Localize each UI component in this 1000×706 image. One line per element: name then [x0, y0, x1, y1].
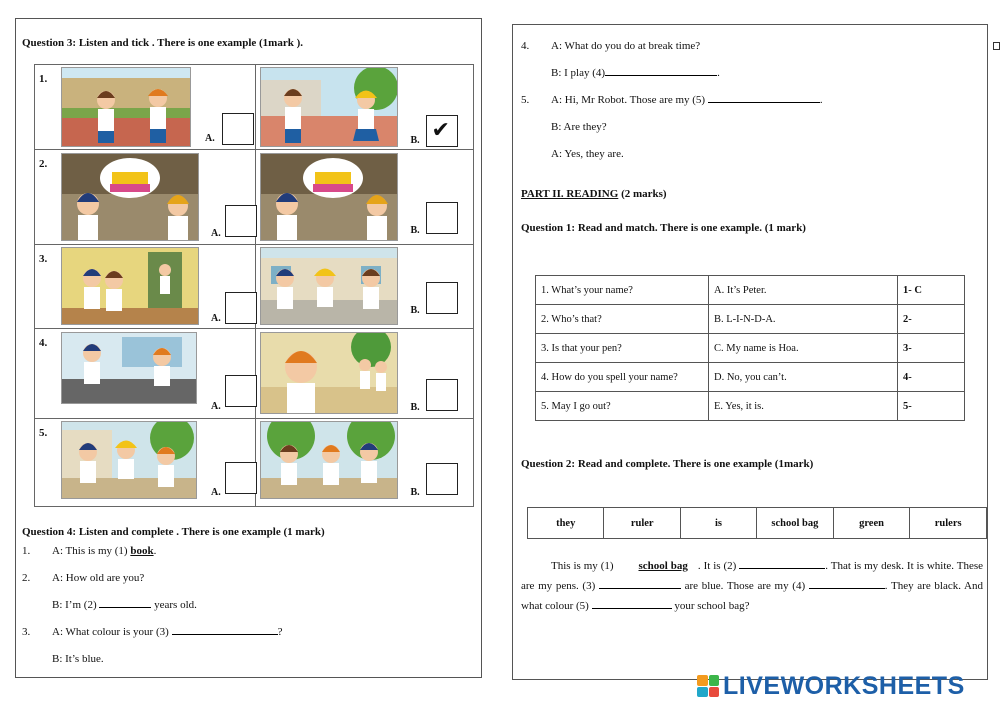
blank-4[interactable]	[605, 75, 717, 76]
row-5-option-b	[256, 419, 474, 507]
row-3-option-b	[256, 245, 474, 329]
right-page	[512, 24, 988, 680]
blank-4[interactable]	[809, 588, 885, 589]
q4-line-2: 2. A: How old are you?	[22, 572, 145, 584]
picture-thinking-cake-b	[260, 153, 398, 241]
match-answer[interactable]: 4-	[898, 363, 965, 392]
q4-line-4: 3. A: What colour is your (3) ?	[22, 626, 283, 638]
match-table	[535, 275, 965, 421]
part-2-title: PART II. READING (2 marks)	[521, 188, 667, 200]
row-5-option-a	[35, 419, 256, 507]
word-bank-item: green	[833, 508, 910, 539]
answer-box-5a[interactable]	[225, 462, 257, 494]
page-corner-mark	[993, 42, 1000, 50]
check-icon: ✔	[431, 117, 450, 142]
blank-2[interactable]	[99, 607, 151, 608]
q4-line-1: 1. A: This is my (1) book.	[22, 545, 157, 557]
left-page	[15, 18, 482, 678]
picture-boys-in-kitchen	[61, 332, 197, 404]
blank-2[interactable]	[739, 568, 825, 569]
answer-box-5b[interactable]	[426, 463, 458, 495]
picture-classroom-door	[61, 247, 199, 325]
example-answer: school bag	[638, 560, 688, 572]
match-answer[interactable]: 2-	[898, 305, 965, 334]
row-1-option-a	[35, 65, 256, 150]
match-answer[interactable]: 3-	[898, 334, 965, 363]
word-bank-item: school bag	[757, 508, 834, 539]
answer-box-4b[interactable]	[426, 379, 458, 411]
answer-box-2a[interactable]	[225, 205, 257, 237]
picture-boy-girl-garden	[260, 67, 398, 147]
row-2-option-a	[35, 150, 256, 245]
q4-line-7: B: I play (4) .	[551, 67, 720, 79]
option-a-label: A.	[211, 487, 221, 498]
blank-5[interactable]	[592, 608, 672, 609]
option-a-label: A.	[211, 313, 221, 324]
logo-text: LIVEWORKSHEETS	[723, 671, 965, 700]
example-answer: book	[130, 545, 154, 557]
table-row: 3. Is that your pen? C. My name is Hoa. 3-	[536, 334, 965, 363]
answer-box-1b[interactable]	[426, 115, 458, 147]
q4-line-10: A: Yes, they are.	[551, 148, 624, 160]
reading-paragraph: This is my (1) school bag . It is (2) . That is my desk. It is white. These are my pens. (3) are blue. Those are my (4) . They are black. And what colour (5) your school bag?	[521, 560, 984, 612]
option-b-label: B.	[410, 305, 420, 316]
blank-3[interactable]	[599, 588, 681, 589]
row-number: 1.	[39, 73, 48, 85]
option-a-label: A.	[205, 133, 215, 144]
answer-box-1a[interactable]	[222, 113, 254, 145]
row-number: 2.	[39, 158, 48, 170]
option-a-label: A.	[211, 401, 221, 412]
q4-line-9: B: Are they?	[551, 121, 607, 133]
row-number: 3.	[39, 253, 48, 265]
table-row: 4. How do you spell your name? D. No, you can’t. 4-	[536, 363, 965, 392]
blank-3[interactable]	[172, 634, 278, 635]
blank-5[interactable]	[708, 102, 820, 103]
picture-three-friends-a	[61, 421, 197, 499]
picture-boy-closeup	[260, 332, 398, 414]
match-answer: 1- C	[898, 276, 965, 305]
table-row: 1. What’s your name? A. It’s Peter. 1- C	[536, 276, 965, 305]
row-1-option-b	[256, 65, 474, 150]
option-b-label: B.	[410, 225, 420, 236]
word-bank-item: they	[528, 508, 604, 539]
reading-question-2-title: Question 2: Read and complete. There is one example (1mark)	[521, 458, 814, 470]
reading-question-1-title: Question 1: Read and match. There is one example. (1 mark)	[521, 222, 806, 234]
word-bank	[527, 507, 987, 539]
match-answer[interactable]: 5-	[898, 392, 965, 421]
answer-box-3a[interactable]	[225, 292, 257, 324]
row-number: 4.	[39, 337, 48, 349]
word-bank-item: ruler	[604, 508, 681, 539]
row-2-option-b	[256, 150, 474, 245]
picture-thinking-cake-a	[61, 153, 199, 241]
table-row: 2. Who’s that? B. L-I-N-D-A. 2-	[536, 305, 965, 334]
word-bank-item: is	[680, 508, 756, 539]
question-4-title: Question 4: Listen and complete . There is one example (1 mark)	[22, 526, 325, 538]
option-b-label: B.	[410, 402, 420, 413]
picture-three-friends-b	[260, 421, 398, 499]
answer-box-2b[interactable]	[426, 202, 458, 234]
q4-line-6: 4. A: What do you do at break time?	[521, 40, 701, 52]
row-4-option-b	[256, 329, 474, 419]
option-b-label: B.	[410, 487, 420, 498]
logo-icon	[697, 675, 719, 697]
option-a-label: A.	[211, 228, 221, 239]
row-4-option-a	[35, 329, 256, 419]
word-bank-item: rulers	[910, 508, 987, 539]
q4-line-5: B: It’s blue.	[52, 653, 104, 665]
q4-line-3: B: I’m (2) years old.	[52, 599, 197, 611]
question-3-title: Question 3: Listen and tick . There is one example (1mark ).	[22, 37, 304, 49]
picture-boys-outdoor	[61, 67, 191, 147]
row-number: 5.	[39, 427, 48, 439]
table-row: 5. May I go out? E. Yes, it is. 5-	[536, 392, 965, 421]
q4-line-8: 5. A: Hi, Mr Robot. Those are my (5) .	[521, 94, 823, 106]
option-b-label: B.	[410, 135, 420, 146]
listen-tick-grid	[34, 64, 474, 507]
liveworksheets-logo	[697, 672, 965, 700]
answer-box-4a[interactable]	[225, 375, 257, 407]
picture-three-pupils	[260, 247, 398, 325]
answer-box-3b[interactable]	[426, 282, 458, 314]
row-3-option-a	[35, 245, 256, 329]
